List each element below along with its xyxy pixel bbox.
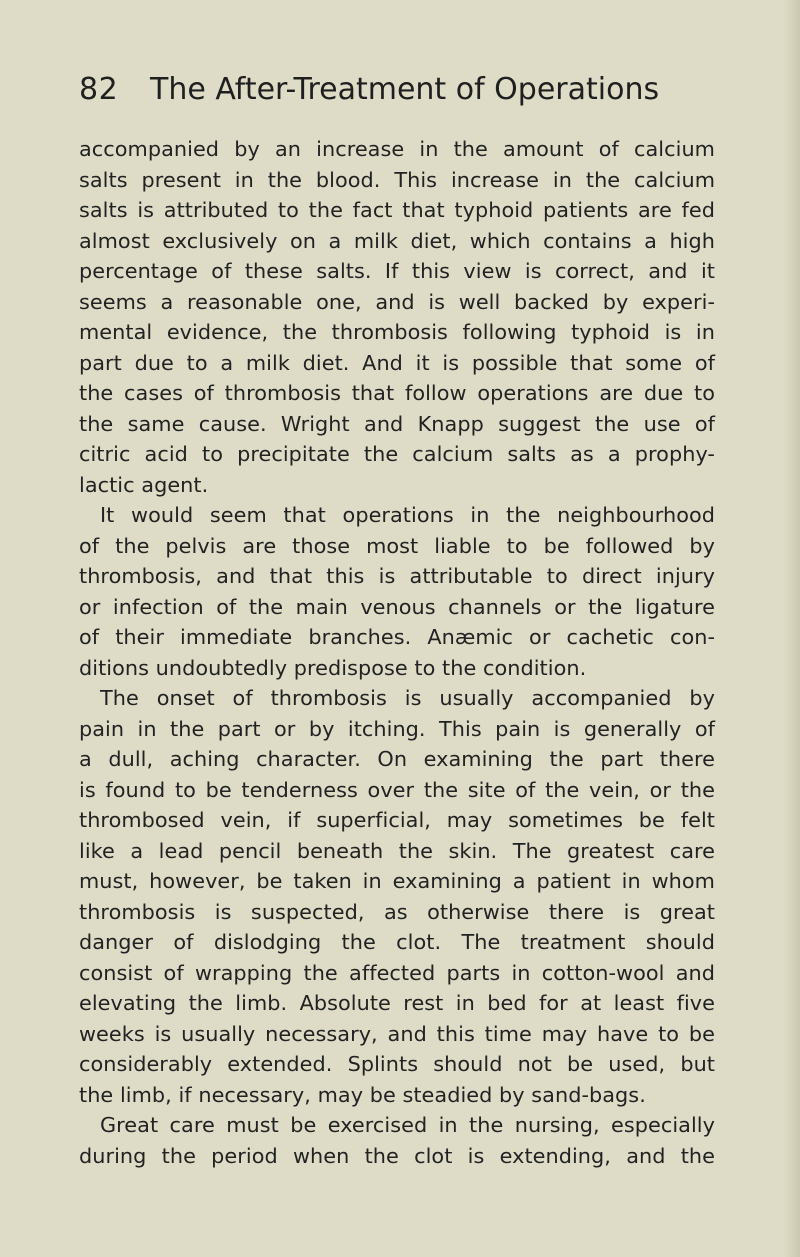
text-line: considerably extended. Splints should not be used, but [79, 1052, 715, 1076]
running-title: The After-Treatment of Operations [150, 72, 660, 107]
text-line: part due to a milk diet. And it is possible that some of [79, 350, 715, 375]
text-line: Great care must be exercised in the nursing, especially [100, 1113, 715, 1137]
text-line: percentage of these salts. If this view is correct, and it [79, 259, 715, 283]
paragraph [79, 500, 715, 683]
text-line: weeks is usually necessary, and this time may have to be [79, 1021, 715, 1046]
text-line: must, however, be taken in examining a patient in whom [79, 869, 715, 893]
text-line: The onset of thrombosis is usually accompanied by [100, 686, 715, 710]
paragraph [79, 134, 715, 500]
text-line: danger of dislodging the clot. The treatment should [79, 930, 715, 954]
text-line: consist of wrapping the affected parts in cotton-wool and [79, 960, 715, 985]
body-text [79, 134, 715, 1171]
text-line: It would seem that operations in the neighbourhood [100, 503, 715, 527]
text-line: is found to be tenderness over the site of the vein, or the [79, 777, 715, 802]
text-line: or infection of the main venous channels or the ligature [79, 594, 715, 619]
text-line: of their immediate branches. Anæmic or cachetic con- [79, 625, 715, 649]
text-line: seems a reasonable one, and is well backed by experi- [79, 289, 715, 314]
text-line: like a lead pencil beneath the skin. The greatest care [79, 838, 715, 863]
text-line: thrombosis is suspected, as otherwise there is great [79, 899, 715, 924]
text-line: mental evidence, the thrombosis following typhoid is in [79, 320, 715, 344]
page-header [79, 70, 719, 120]
text-line: pain in the part or by itching. This pain is generally of [79, 716, 715, 741]
text-line: salts is attributed to the fact that typhoid patients are fed [79, 198, 715, 222]
text-line: lactic agent. [79, 472, 209, 497]
text-line: a dull, aching character. On examining the part there [79, 747, 715, 771]
text-line: citric acid to precipitate the calcium salts as a prophy- [79, 442, 715, 466]
page-number: 82 [79, 72, 119, 107]
text-line: elevating the limb. Absolute rest in bed for at least five [79, 991, 715, 1015]
paragraph [79, 1110, 715, 1171]
text-line: during the period when the clot is extending, and the [79, 1143, 715, 1168]
text-line: thrombosis, and that this is attributable to direct injury [79, 564, 715, 588]
text-line: the cases of thrombosis that follow operations are due to [79, 381, 715, 405]
text-line: the same cause. Wright and Knapp suggest the use of [79, 411, 715, 436]
text-line: salts present in the blood. This increase in the calcium [79, 167, 715, 192]
page-edge-shadow [784, 0, 800, 1257]
text-line: of the pelvis are those most liable to be followed by [79, 533, 715, 558]
text-line: the limb, if necessary, may be steadied by sand-bags. [79, 1082, 646, 1107]
paragraph [79, 683, 715, 1110]
text-line: ditions undoubtedly predispose to the condition. [79, 655, 587, 680]
text-line: thrombosed vein, if superficial, may sometimes be felt [79, 808, 715, 832]
text-line: almost exclusively on a milk diet, which contains a high [79, 228, 715, 253]
text-line: accompanied by an increase in the amount of calcium [79, 137, 715, 161]
